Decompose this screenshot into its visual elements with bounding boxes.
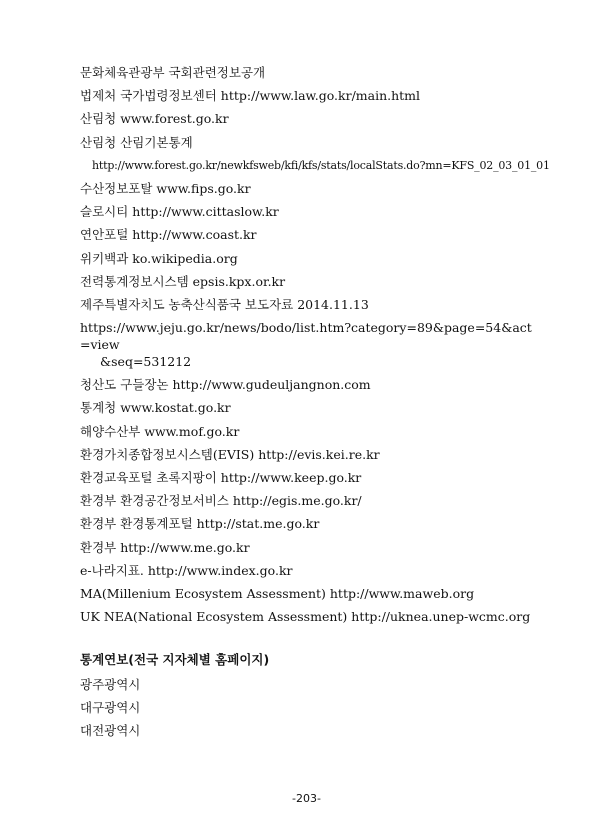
reference-item-multiline [80, 319, 550, 370]
reference-list [80, 64, 550, 631]
reference-item: 환경가치종합정보시스템(EVIS) http://evis.kei.re.kr [80, 446, 380, 462]
reference-item: 법제처 국가법령정보센터 http://www.law.go.kr/main.html [80, 88, 421, 104]
reference-item: 수산정보포탈 www.fips.go.kr [80, 180, 251, 196]
reference-url-continuation: &seq=531212 [100, 354, 192, 370]
reference-item: 산림청 www.forest.go.kr [80, 111, 229, 127]
reference-item: 청산도 구들장논 http://www.gudeuljangnon.com [80, 377, 371, 393]
reference-item: e-나라지표. http://www.index.go.kr [80, 562, 293, 578]
page-number: -203- [292, 792, 321, 805]
reference-item: 슬로시티 http://www.cittaslow.kr [80, 204, 279, 220]
section-title: 통계연보(전국 지자체별 홈페이지) [80, 652, 270, 667]
reference-url-line: http://www.forest.go.kr/newkfsweb/kfi/kfs/stats/localStats.do?mn=KFS_02_03_01_01 [92, 158, 550, 172]
city-list [80, 676, 140, 745]
reference-url-line: https://www.jeju.go.kr/news/bodo/list.htm?category=89&page=54&act=view [80, 320, 532, 353]
reference-item: 연안포털 http://www.coast.kr [80, 227, 257, 243]
city-item: 대구광역시 [80, 700, 141, 715]
city-item: 광주광역시 [80, 677, 141, 692]
reference-item: 위키백과 ko.wikipedia.org [80, 250, 238, 266]
reference-item: 해양수산부 www.mof.go.kr [80, 423, 240, 439]
reference-item: 제주특별자치도 농축산식품국 보도자료 2014.11.13 [80, 296, 369, 312]
reference-item: 환경부 환경통계포털 http://stat.me.go.kr [80, 516, 320, 532]
reference-item: MA(Millenium Ecosystem Assessment) http://www.maweb.org [80, 585, 475, 601]
reference-item: 문화체육관광부 국회관련정보공개 [80, 65, 266, 80]
city-item: 대전광역시 [80, 723, 141, 738]
reference-item: 산림청 산림기본통계 [80, 134, 193, 150]
reference-item: 전력통계정보시스템 epsis.kpx.or.kr [80, 273, 286, 289]
reference-item: 환경교육포털 초록지팡이 http://www.keep.go.kr [80, 470, 362, 485]
reference-item: 통계청 www.kostat.go.kr [80, 400, 231, 416]
reference-item: UK NEA(National Ecosystem Assessment) http://uknea.unep-wcmc.org [80, 609, 531, 625]
reference-item: 환경부 http://www.me.go.kr [80, 539, 250, 555]
reference-item: 환경부 환경공간정보서비스 http://egis.me.go.kr/ [80, 493, 362, 509]
